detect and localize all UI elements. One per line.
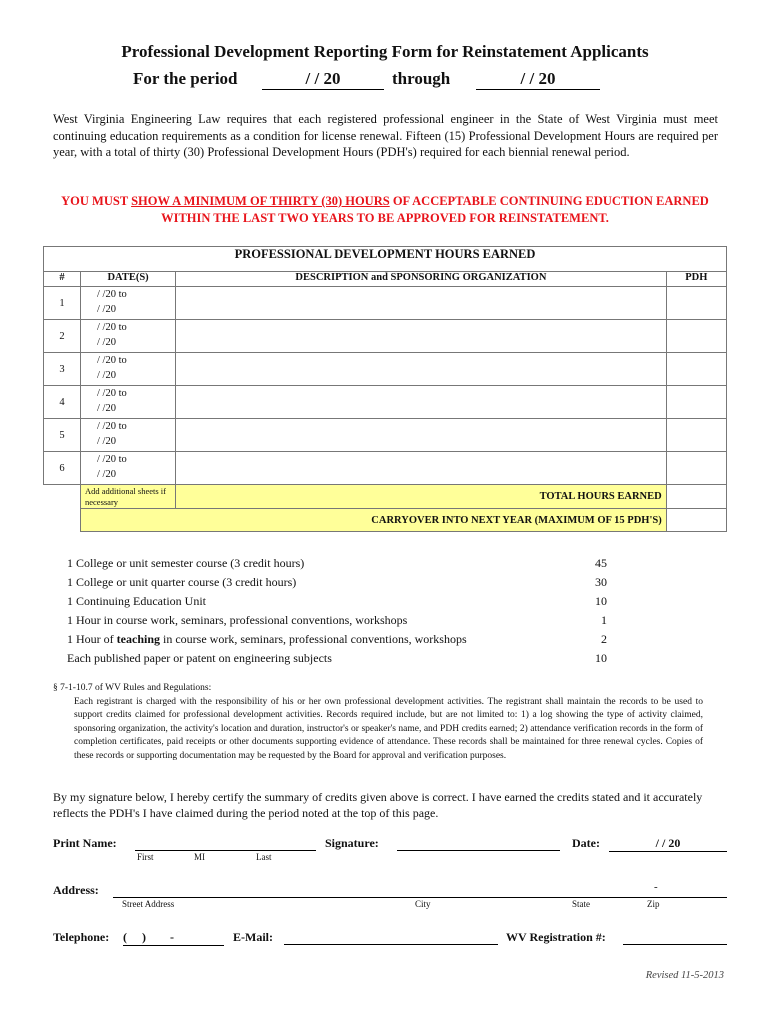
list-item [67, 554, 607, 573]
date-end: / /20 [97, 337, 116, 348]
rules-citation: § 7-1-10.7 of WV Rules and Regulations: [53, 683, 212, 693]
description-field[interactable] [176, 320, 667, 353]
carryover-field[interactable] [666, 509, 726, 532]
revision-note: Revised 11-5-2013 [645, 970, 724, 981]
date-end: / /20 [97, 436, 116, 447]
warning-underlined: SHOW A MINIMUM OF THIRTY (30) HOURS [131, 194, 390, 208]
credit-label-bold: teaching [116, 632, 161, 646]
pdh-field[interactable] [666, 419, 726, 452]
wv-registration-label: WV Registration #: [506, 930, 606, 944]
credit-label: 1 College or unit semester course (3 credit hours) [67, 556, 305, 570]
warning-text [40, 193, 730, 226]
through-label: through [392, 69, 451, 88]
carryover-label: CARRYOVER INTO NEXT YEAR (MAXIMUM OF 15 PDH'S) [81, 509, 667, 532]
row-number: 2 [44, 320, 81, 353]
credit-value: 45 [595, 556, 607, 570]
date-start: / /20 to [97, 289, 127, 300]
col-desc-header: DESCRIPTION and SPONSORING ORGANIZATION [176, 272, 667, 287]
zip-sublabel: Zip [647, 899, 660, 909]
print-name-field[interactable] [135, 836, 316, 851]
table-row [44, 452, 727, 485]
total-hours-label: TOTAL HOURS EARNED [176, 485, 667, 509]
date-field[interactable]: / / 20 [609, 836, 727, 852]
credit-label: Each published paper or patent on engineering subjects [67, 651, 332, 665]
credit-list [67, 554, 607, 668]
credit-label: 1 Hour of [67, 632, 117, 646]
pdh-field[interactable] [666, 386, 726, 419]
warning-prefix: YOU MUST [61, 194, 132, 208]
credit-label: 1 Hour in course work, seminars, professional conventions, workshops [67, 613, 408, 627]
address-field[interactable] [113, 883, 727, 898]
print-name-label: Print Name: [53, 836, 117, 850]
period-start-field[interactable]: / / 20 [262, 69, 384, 90]
date-field[interactable] [81, 419, 176, 452]
row-number: 6 [44, 452, 81, 485]
description-field[interactable] [176, 287, 667, 320]
list-item [67, 592, 607, 611]
state-sublabel: State [572, 899, 590, 909]
row-number: 1 [44, 287, 81, 320]
add-sheets-note: Add additional sheets if necessary [81, 485, 176, 509]
zip-dash: - [654, 881, 658, 893]
col-dates-header: DATE(S) [81, 272, 176, 287]
signature-label: Signature: [325, 836, 379, 850]
description-field[interactable] [176, 353, 667, 386]
pdh-table [43, 246, 727, 532]
pdh-field[interactable] [666, 452, 726, 485]
credit-value: 10 [595, 594, 607, 608]
row-number: 5 [44, 419, 81, 452]
date-start: / /20 to [97, 454, 127, 465]
signature-field[interactable] [397, 836, 560, 851]
city-sublabel: City [415, 899, 431, 909]
email-label: E-Mail: [233, 930, 273, 944]
date-end: / /20 [97, 403, 116, 414]
row-number: 3 [44, 353, 81, 386]
form-title: Professional Development Reporting Form for Reinstatement Applicants [121, 42, 649, 61]
date-end: / /20 [97, 304, 116, 315]
col-pdh-header: PDH [666, 272, 726, 287]
date-start: / /20 to [97, 322, 127, 333]
rules-body: Each registrant is charged with the responsibility of his or her own professional development activities. The registrant shall maintain the records to be used to support credits claimed for professional development activities. Records required include, but are not limited to: 1) a log showing the type of activity claimed, sponsoring organization, the activity's location and duration, instructor's or speaker's name, and PDH credits earned; 2) attendance verification records in the form of completion certificates, paid receipts or other documents supporting evidence of attendance. These records shall be maintained for three renewal cycles. Copies of these records or supporting documentation may be requested by the Board for approval and verification purposes. [74, 696, 703, 761]
date-field[interactable] [81, 320, 176, 353]
list-item [67, 573, 607, 592]
telephone-field[interactable]: ( ) - [123, 930, 224, 946]
table-row [44, 353, 727, 386]
description-field[interactable] [176, 419, 667, 452]
date-label: Date: [572, 836, 600, 850]
col-num-header: # [44, 272, 81, 287]
list-item [67, 630, 607, 649]
total-row [44, 485, 727, 509]
pdh-field[interactable] [666, 320, 726, 353]
address-label: Address: [53, 883, 99, 897]
intro-paragraph: West Virginia Engineering Law requires that each registered professional engineer in the State of West Virginia must meet continuing education requirements as a condition for license renewal. Fifteen (15) Professional Development Hours are required per year, with a total of thirty (30) Professional Development Hours (PDH's) required for each biennial renewal period. [53, 112, 718, 159]
warning-suffix: OF ACCEPTABLE CONTINUING EDUCTION EARNED WITHIN THE LAST TWO YEARS TO BE APPROVED FOR REINSTATEMENT. [161, 194, 709, 225]
pdh-field[interactable] [666, 353, 726, 386]
table-row [44, 386, 727, 419]
description-field[interactable] [176, 386, 667, 419]
table-heading: PROFESSIONAL DEVELOPMENT HOURS EARNED [44, 247, 727, 272]
mi-sublabel: MI [194, 852, 205, 862]
credit-label: 1 Continuing Education Unit [67, 594, 206, 608]
rules-section [53, 682, 703, 763]
credit-label: 1 College or unit quarter course (3 credit hours) [67, 575, 297, 589]
date-end: / /20 [97, 469, 116, 480]
total-hours-field[interactable] [666, 485, 726, 509]
date-start: / /20 to [97, 421, 127, 432]
description-field[interactable] [176, 452, 667, 485]
date-end: / /20 [97, 370, 116, 381]
certification-text: By my signature below, I hereby certify the summary of credits given above is correct. I have earned the credits stated and it accurately reflects the PDH's I have claimed during the period noted at the top of this page. [53, 790, 703, 820]
list-item [67, 611, 607, 630]
pdh-field[interactable] [666, 287, 726, 320]
credit-value: 1 [601, 613, 607, 627]
credit-value: 10 [595, 651, 607, 665]
date-field[interactable] [81, 452, 176, 485]
credit-value: 30 [595, 575, 607, 589]
table-row [44, 320, 727, 353]
period-end-field[interactable]: / / 20 [476, 69, 600, 90]
period-label: For the period [133, 69, 238, 88]
last-sublabel: Last [256, 852, 272, 862]
date-field[interactable] [81, 386, 176, 419]
street-sublabel: Street Address [122, 899, 175, 909]
list-item [67, 649, 607, 668]
credit-label: in course work, seminars, professional conventions, workshops [160, 632, 467, 646]
telephone-label: Telephone: [53, 930, 110, 944]
credit-value: 2 [601, 632, 607, 646]
row-number: 4 [44, 386, 81, 419]
date-field[interactable] [81, 287, 176, 320]
date-start: / /20 to [97, 388, 127, 399]
email-field[interactable] [284, 930, 498, 945]
table-row [44, 419, 727, 452]
date-start: / /20 to [97, 355, 127, 366]
date-field[interactable] [81, 353, 176, 386]
wv-registration-field[interactable] [623, 930, 727, 945]
first-sublabel: First [137, 852, 154, 862]
table-row [44, 287, 727, 320]
carryover-row [44, 509, 727, 532]
